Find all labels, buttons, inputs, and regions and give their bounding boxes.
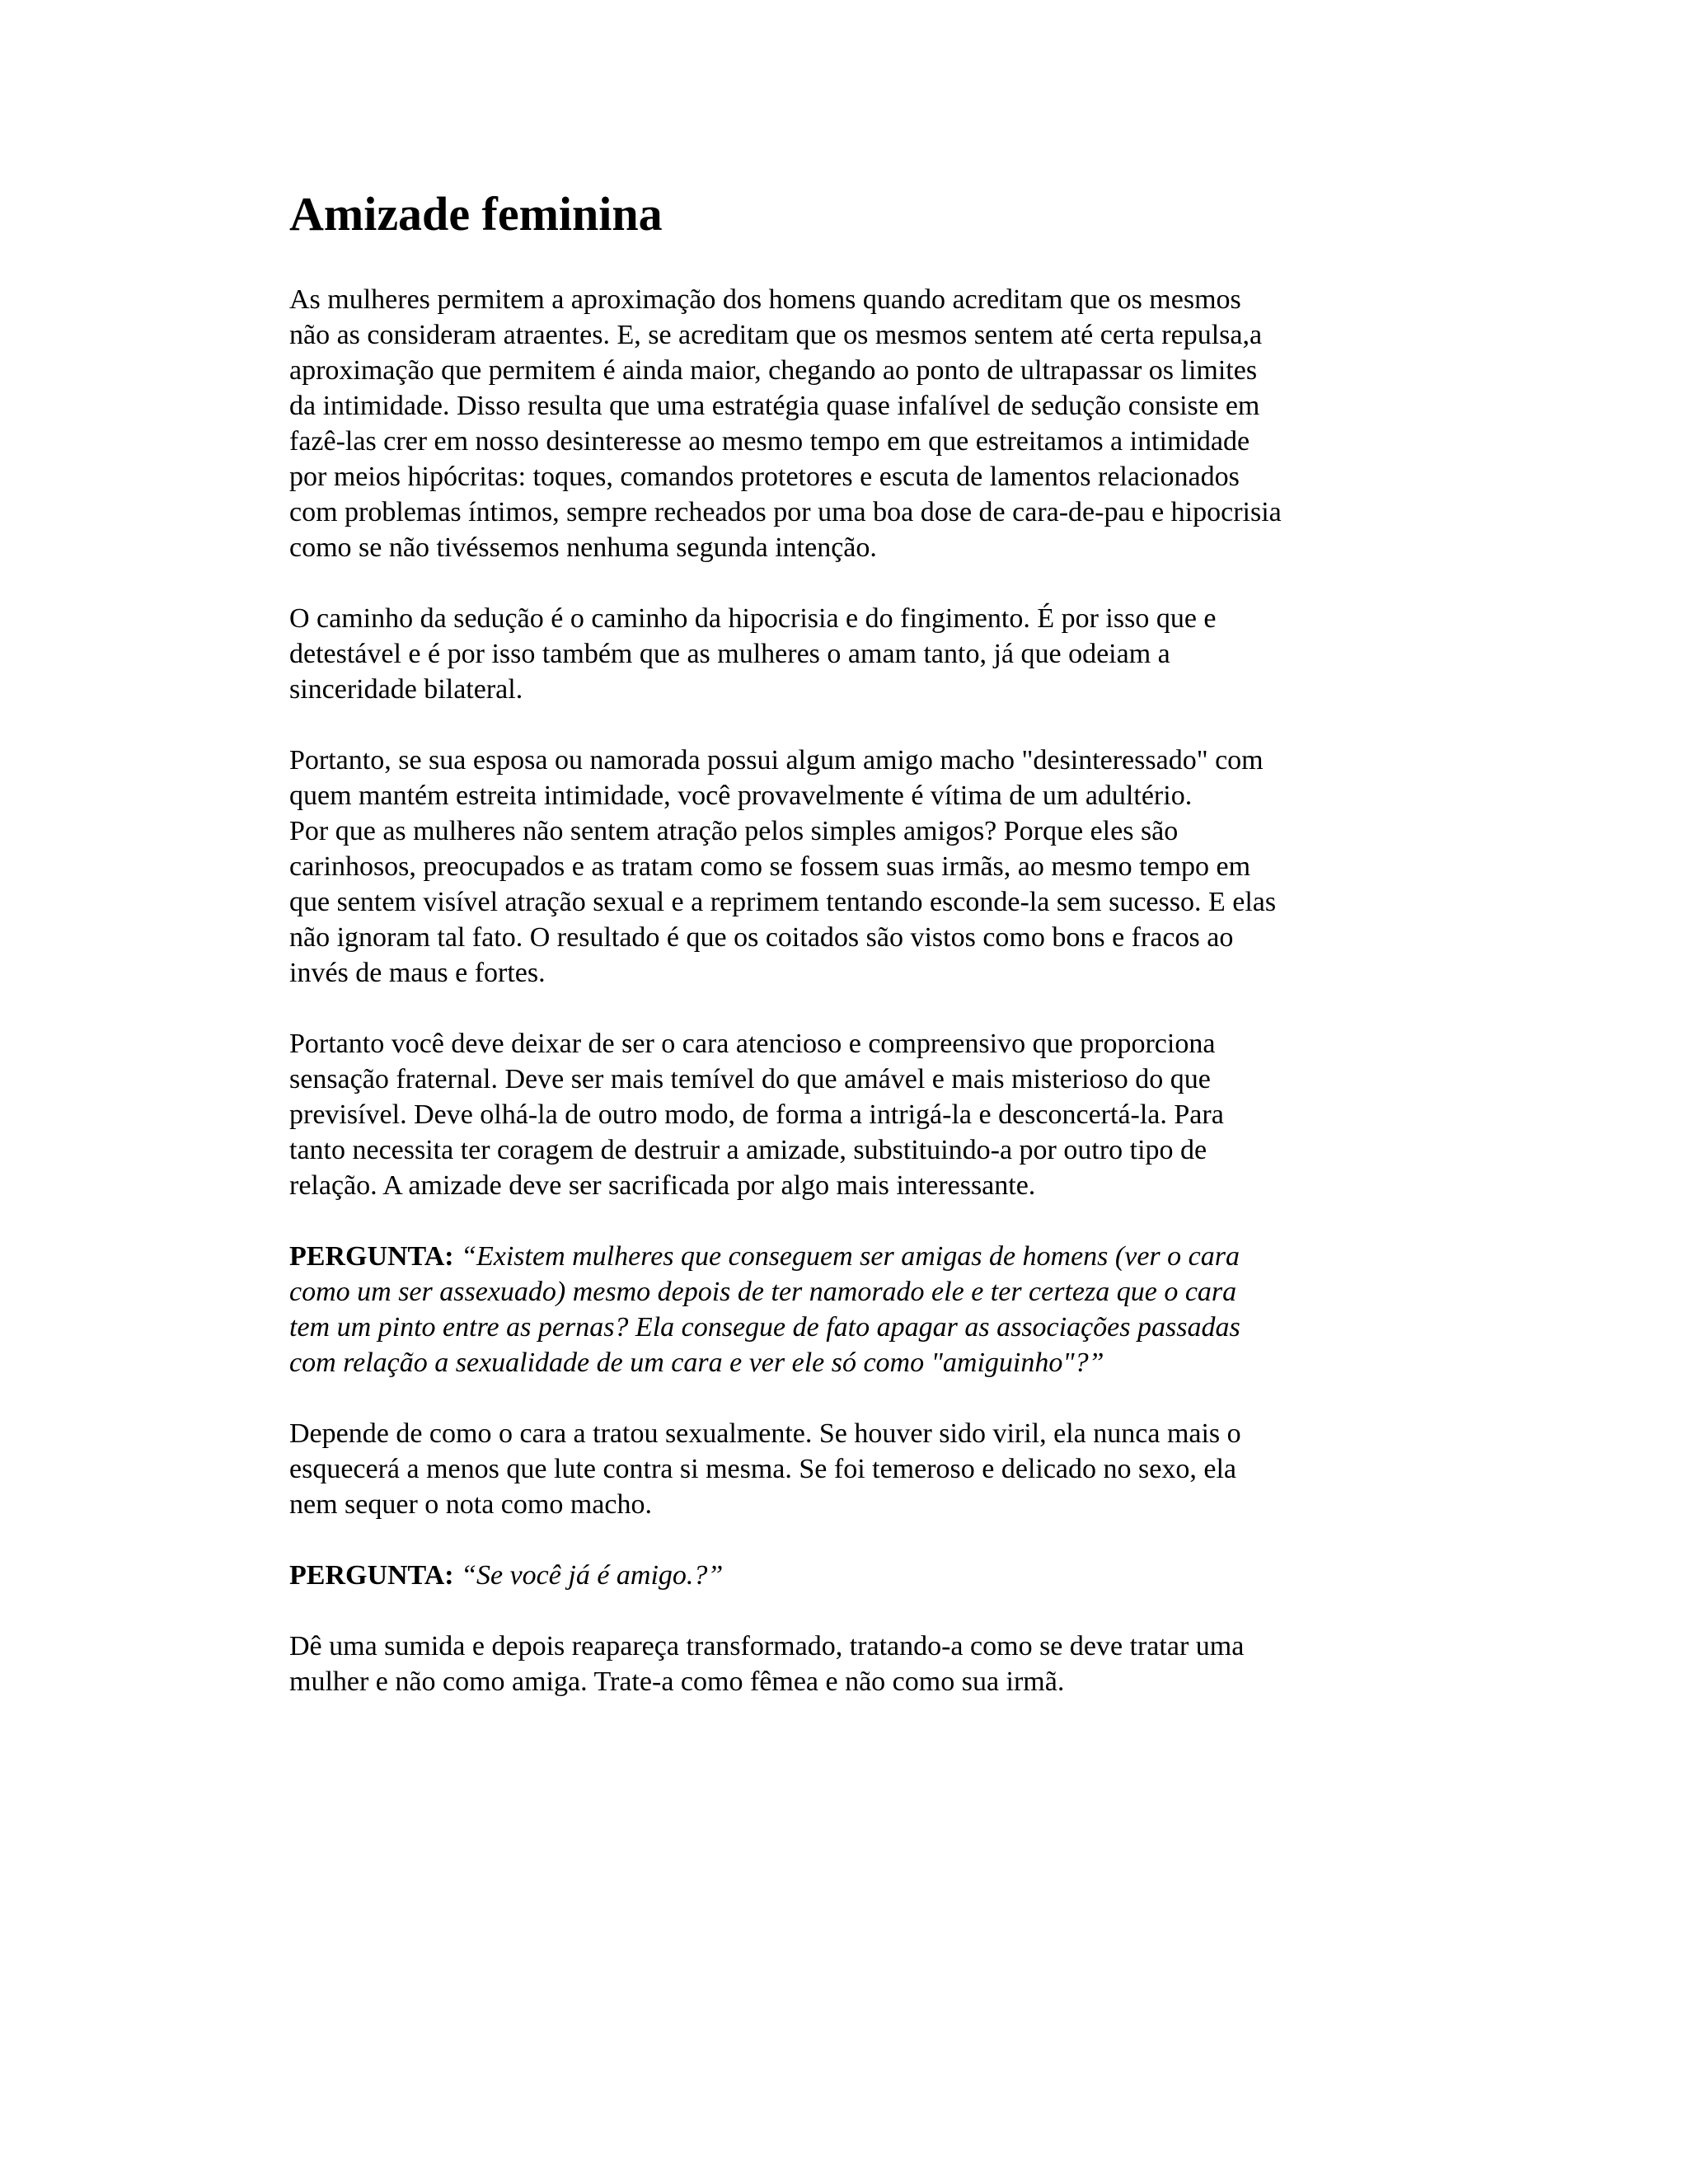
answer-2: Dê uma sumida e depois reapareça transformado, tratando-a como se deve tratar uma mulher e não como amiga. Trate-a como fêmea e não como sua irmã. bbox=[289, 1630, 1245, 1697]
paragraph-3a: Portanto, se sua esposa ou namorada possui algum amigo macho "desinteressado" com quem mantém estreita intimidade, você provavelmente é vítima de um adultério. bbox=[289, 744, 1264, 811]
question-2-text: “Se você já é amigo.?” bbox=[461, 1559, 724, 1591]
paragraph-2: O caminho da sedução é o caminho da hipocrisia e do fingimento. É por isso que e detestável e é por isso também que as mulheres o amam tanto, já que odeiam a sinceridade bilateral. bbox=[289, 602, 1217, 705]
document-title: Amizade feminina bbox=[289, 187, 663, 241]
document-page bbox=[289, 188, 1435, 1735]
paragraph-3b: Por que as mulheres não sentem atração pelos simples amigos? Porque eles são carinhosos, preocupados e as tratam como se fossem suas irmãs, ao mesmo tempo em que sentem visível atração sexual e a reprimem tentando esconde-la sem sucesso. E elas não ignoram tal fato. O resultado é que os coitados são vistos como bons e fracos ao invés de maus e fortes. bbox=[289, 815, 1277, 988]
question-2-label: PERGUNTA: bbox=[289, 1559, 454, 1591]
question-1 bbox=[289, 1239, 1435, 1380]
question-1-text: “Existem mulheres que conseguem ser amigas de homens (ver o cara como um ser assexuado) mesmo depois de ter namorado ele e ter certeza que o cara tem um pinto entre as pernas? Ela consegue de fato apagar as associações passadas com relação a sexualidade de um cara e ver ele só como "amiguinho"?” bbox=[289, 1240, 1240, 1378]
question-1-label: PERGUNTA: bbox=[289, 1240, 454, 1272]
paragraph-1: As mulheres permitem a aproximação dos homens quando acreditam que os mesmos não as consideram atraentes. E, se acreditam que os mesmos sentem até certa repulsa,a aproximação que permitem é ainda maior, chegando ao ponto de ultrapassar os limites da intimidade. Disso resulta que uma estratégia quase infalível de sedução consiste em fazê-las crer em nosso desinteresse ao mesmo tempo em que estreitamos a intimidade por meios hipócritas: toques, comandos protetores e escuta de lamentos relacionados com problemas íntimos, sempre recheados por uma boa dose de cara-de-pau e hipocrisia como se não tivéssemos nenhuma segunda intenção. bbox=[289, 284, 1282, 563]
question-2 bbox=[289, 1558, 1435, 1593]
answer-1: Depende de como o cara a tratou sexualmente. Se houver sido viril, ela nunca mais o esquecerá a menos que lute contra si mesma. Se foi temeroso e delicado no sexo, ela nem sequer o nota como macho. bbox=[289, 1418, 1241, 1520]
paragraph-4: Portanto você deve deixar de ser o cara atencioso e compreensivo que proporciona sensação fraternal. Deve ser mais temível do que amável e mais misterioso do que previsível. Deve olhá-la de outro modo, de forma a intrigá-la e desconcertá-la. Para tanto necessita ter coragem de destruir a amizade, substituindo-a por outro tipo de relação. A amizade deve ser sacrificada por algo mais interessante. bbox=[289, 1028, 1224, 1201]
